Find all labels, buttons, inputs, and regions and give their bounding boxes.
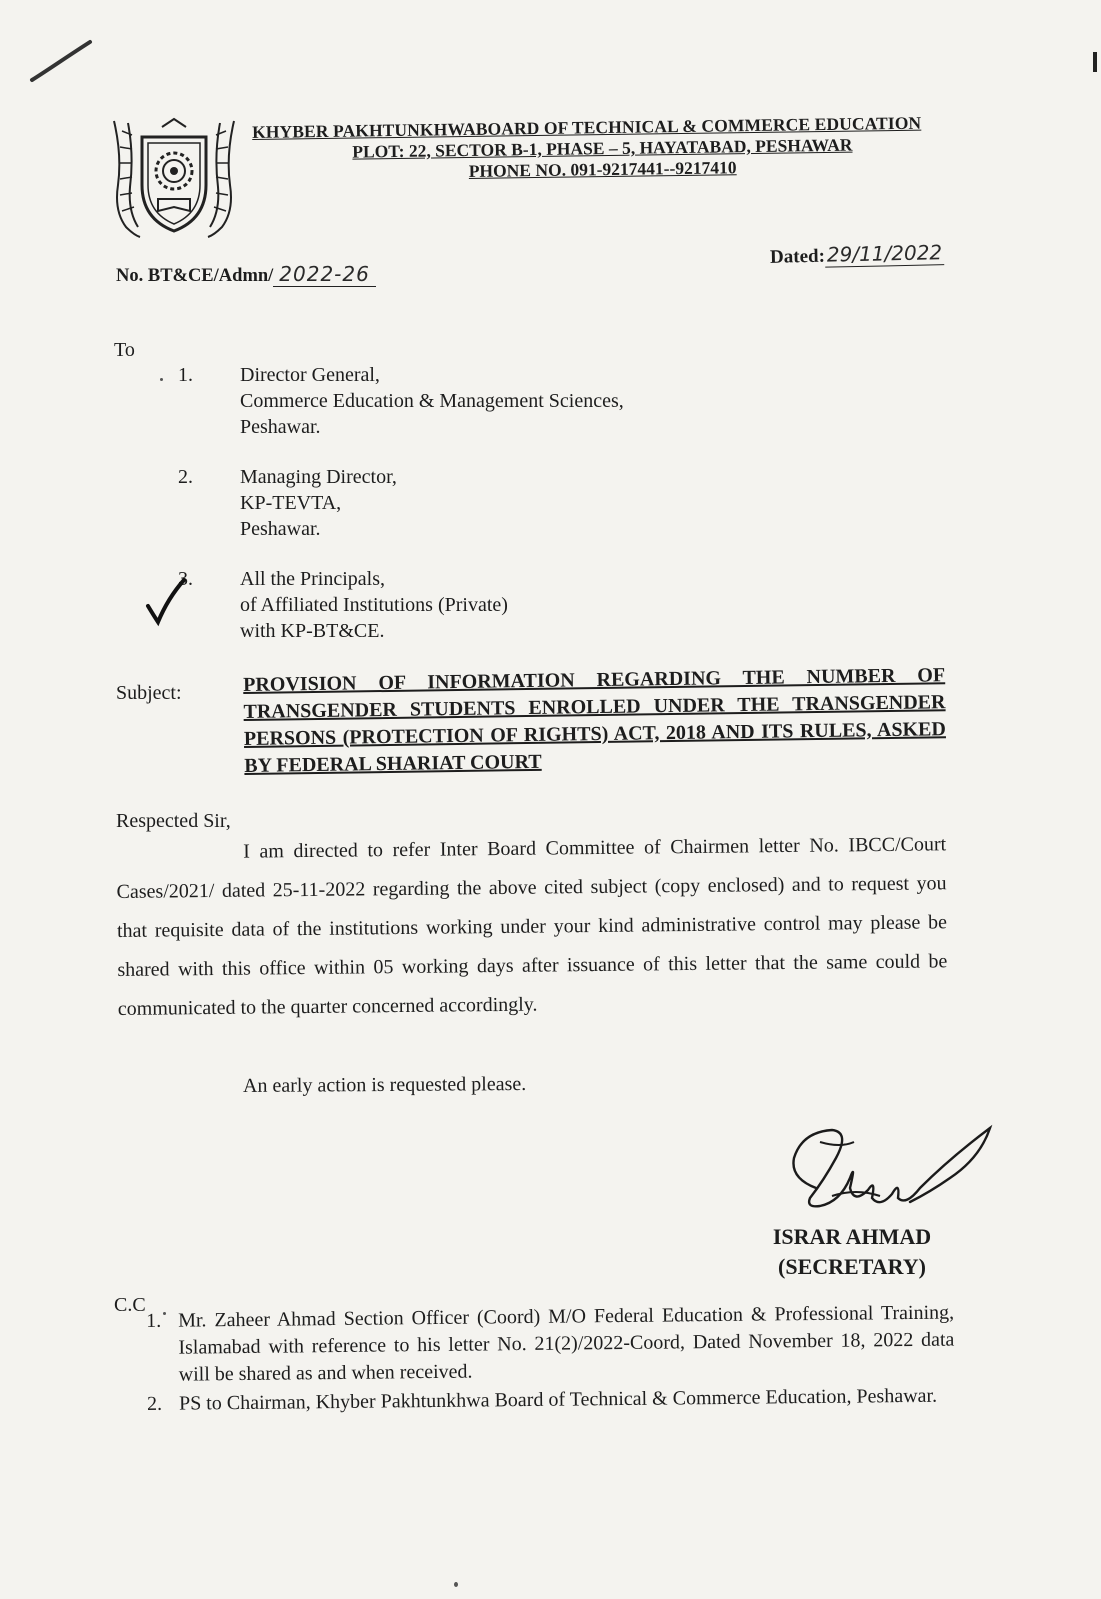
recipient-line: Director General, — [240, 364, 380, 386]
org-address: PLOT: 22, SECTOR B-1, PHASE – 5, HAYATABAD, PESHAWAR — [352, 134, 853, 162]
recipient-number: 2. — [178, 466, 193, 488]
cc-item-number: 1. — [146, 1309, 162, 1332]
cc-label: C.C — [114, 1294, 146, 1316]
recipient-line: Managing Director, — [240, 466, 397, 488]
scan-speck — [163, 1312, 166, 1315]
subject-text: PROVISION OF INFORMATION REGARDING THE NUMBER OF TRANSGENDER STUDENTS ENROLLED UNDER THE TRANSGENDER PERSONS (PROTECTION OF RIGHTS) ACT, 2018 AND ITS RULES, ASKED BY FEDERAL SHARIAT COURT — [243, 664, 947, 777]
recipient-line: Commerce Education & Management Sciences, — [240, 390, 624, 412]
signatory-name: ISRAR AHMAD — [772, 1224, 932, 1249]
dated-handwritten: 29/11/2022 — [825, 240, 945, 267]
cc-item-text: Mr. Zaheer Ahmad Section Officer (Coord) M/O Federal Education & Professional Training, Islamabad with reference to his letter No. 21(2)/2022-Coord, Dated November 18, 2022 data will be shared as and when received. — [178, 1301, 955, 1386]
subject-label: Subject: — [116, 682, 182, 704]
pen-stroke-mark — [28, 36, 98, 86]
closing-line: An early action is requested please. — [242, 1073, 527, 1097]
recipient-line: All the Principals, — [240, 568, 385, 590]
signature-image — [780, 1118, 1000, 1228]
letterhead — [252, 112, 953, 185]
recipient-number: 1. — [178, 364, 193, 386]
org-phone: PHONE NO. 091-9217441--9217410 — [468, 157, 737, 181]
recipient-line: of Affiliated Institutions (Private) — [240, 594, 508, 616]
board-logo-icon — [108, 115, 240, 241]
body-paragraph: I am directed to refer Inter Board Committee of Chairmen letter No. IBCC/Court Cases/2021/ dated 25-11-2022 regarding the above cited subject (copy enclosed) and to request you that requisite data of the institutions working under your kind administrative control may please be shared with this office within 05 working days after issuance of this letter that the same could be communicated to the quarter concerned accordingly. — [116, 833, 948, 1020]
cc-list — [146, 1300, 955, 1420]
recipient-line: Peshawar. — [240, 518, 321, 540]
checkmark-icon — [140, 576, 188, 628]
dated-label: Dated: — [769, 245, 826, 268]
to-label: To — [114, 339, 135, 361]
cc-item — [147, 1383, 955, 1418]
scan-speck — [454, 1582, 458, 1587]
salutation: Respected Sir, — [116, 810, 231, 832]
org-name: KHYBER PAKHTUNKHWABOARD OF TECHNICAL & COMMERCE EDUCATION — [252, 112, 922, 142]
recipient-line: KP-TEVTA, — [240, 492, 342, 514]
cc-item-text: PS to Chairman, Khyber Pakhtunkhwa Board of Technical & Commerce Education, Peshawar. — [178, 1384, 938, 1415]
recipient-number: 3. — [178, 568, 193, 590]
cc-item — [146, 1300, 955, 1389]
scan-edge-mark — [1093, 52, 1097, 72]
signatory-title: (SECRETARY) — [778, 1254, 926, 1279]
cc-item-number: 2. — [146, 1392, 163, 1415]
signatory-block — [756, 1222, 948, 1282]
reference-number — [116, 262, 376, 287]
scan-speck — [160, 378, 163, 381]
reference-handwritten: 2022-26 — [273, 262, 376, 287]
date-line — [770, 240, 945, 269]
recipient-line: with KP-BT&CE. — [240, 620, 385, 642]
recipient-line: Peshawar. — [240, 416, 321, 438]
reference-prefix: No. BT&CE/Admn/ — [116, 266, 274, 286]
